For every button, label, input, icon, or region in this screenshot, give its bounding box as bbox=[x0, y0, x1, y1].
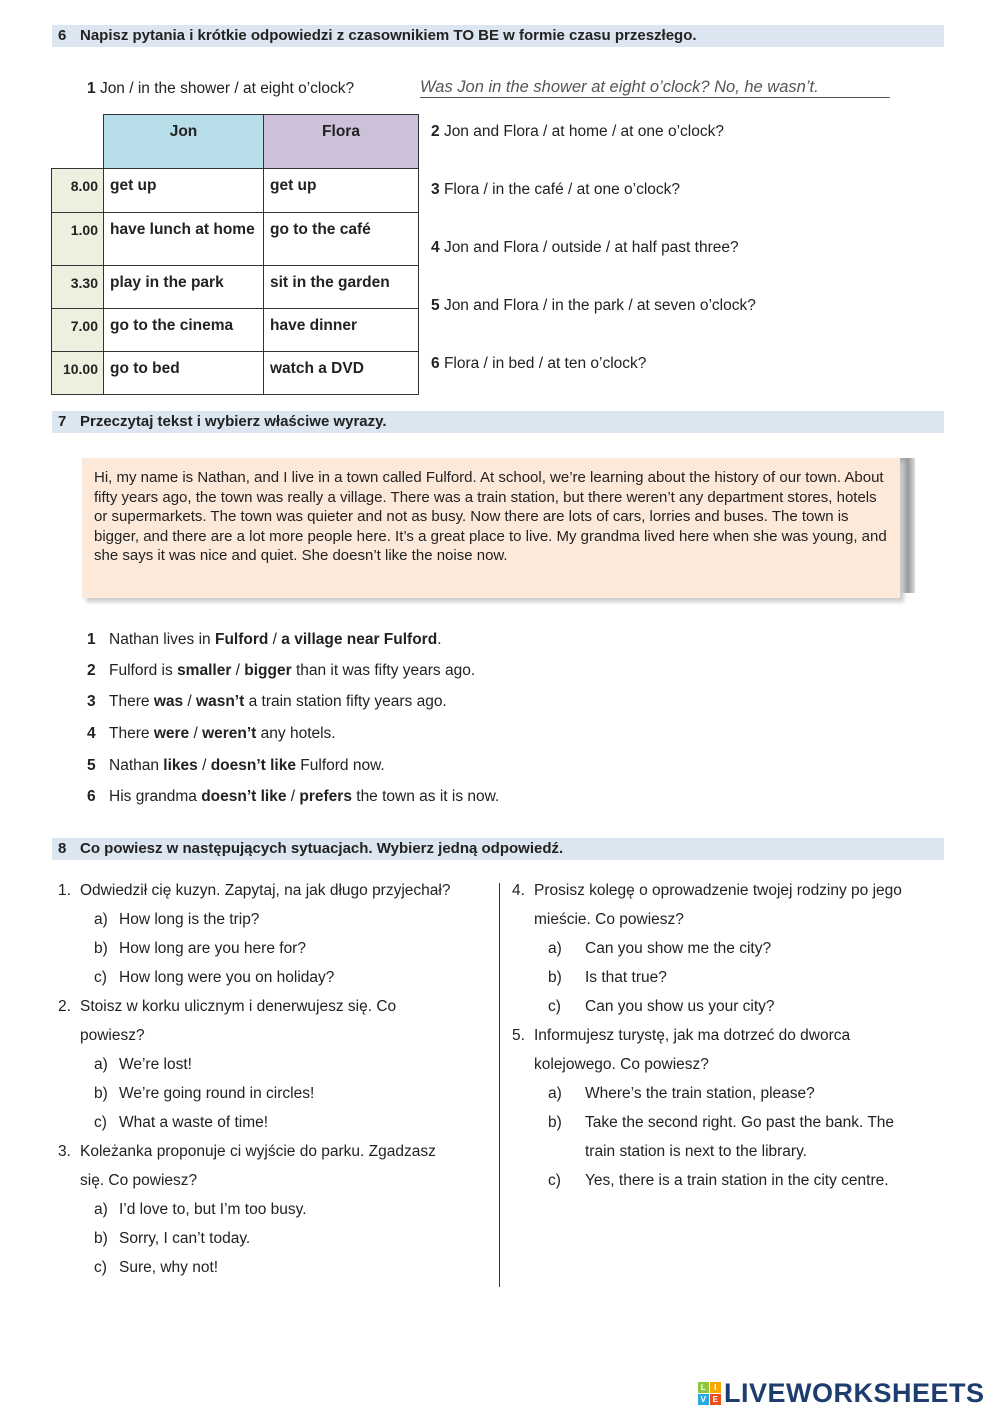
question-line bbox=[58, 882, 450, 900]
option-b[interactable]: doesn’t like bbox=[210, 757, 296, 774]
exercise-title: Napisz pytania i krótkie odpowiedzi z czasownikiem TO BE w formie czasu przeszłego. bbox=[80, 27, 697, 44]
table-row bbox=[52, 266, 419, 309]
header-jon: Jon bbox=[104, 115, 264, 169]
question-number: 4 bbox=[431, 239, 440, 256]
question-text: Odwiedził cię kuzyn. Zapytaj, na jak długo przyjechał? bbox=[80, 882, 451, 899]
option-letter: a) bbox=[94, 911, 108, 928]
item-text: Fulford now. bbox=[295, 757, 385, 774]
answer-option[interactable] bbox=[94, 1056, 192, 1074]
option-text: Can you show us your city? bbox=[585, 998, 775, 1015]
question-text: mieście. Co powiesz? bbox=[534, 911, 684, 928]
choice-item bbox=[87, 693, 447, 711]
choice-item bbox=[87, 788, 499, 806]
liveworksheets-logo bbox=[698, 1378, 985, 1409]
option-text: Can you show me the city? bbox=[585, 940, 772, 957]
option-a[interactable]: doesn’t like bbox=[201, 788, 287, 805]
question-number: 2. bbox=[58, 998, 71, 1015]
answer-option[interactable] bbox=[94, 940, 306, 958]
option-text: We’re lost! bbox=[119, 1056, 192, 1073]
exercise-title: Co powiesz w następujących sytuacjach. Wybierz jedną odpowiedź. bbox=[80, 840, 564, 857]
item-text: Nathan bbox=[109, 757, 164, 774]
flora-cell: go to the café bbox=[264, 213, 419, 266]
option-a[interactable]: likes bbox=[163, 757, 198, 774]
question-1 bbox=[87, 80, 354, 98]
item-number: 3 bbox=[87, 693, 96, 710]
table-row bbox=[52, 169, 419, 213]
table-row bbox=[52, 352, 419, 395]
question-text: Stoisz w korku ulicznym i denerwujesz się. Co bbox=[80, 998, 397, 1015]
question-number: 3 bbox=[431, 181, 440, 198]
question-number: 2 bbox=[431, 123, 440, 140]
option-text-continued: train station is next to the library. bbox=[585, 1143, 807, 1160]
answer-option[interactable] bbox=[548, 969, 667, 987]
question-line bbox=[534, 1056, 709, 1074]
choice-item bbox=[87, 757, 385, 775]
item-text: the town as it is now. bbox=[351, 788, 500, 805]
option-letter: c) bbox=[548, 998, 561, 1015]
option-b[interactable]: a village near Fulford bbox=[281, 631, 438, 648]
option-text: Take the second right. Go past the bank. The bbox=[585, 1114, 895, 1131]
answer-option[interactable] bbox=[94, 911, 259, 929]
question-text: Flora / in bed / at ten o’clock? bbox=[443, 355, 647, 372]
choice-item bbox=[87, 725, 336, 743]
item-text: Fulford is bbox=[109, 662, 178, 679]
question-text: Jon and Flora / at home / at one o’clock? bbox=[443, 123, 724, 140]
option-b[interactable]: bigger bbox=[244, 662, 292, 679]
exercise-number: 8 bbox=[58, 840, 67, 857]
question-text: kolejowego. Co powiesz? bbox=[534, 1056, 709, 1073]
table-row bbox=[52, 213, 419, 266]
option-text: I’d love to, but I’m too busy. bbox=[119, 1201, 307, 1218]
answer-option[interactable] bbox=[548, 1114, 894, 1132]
question-line bbox=[80, 1172, 197, 1190]
item-number: 4 bbox=[87, 725, 96, 742]
exercise-8-header bbox=[52, 838, 944, 860]
question-text: Koleżanka proponuje ci wyjście do parku. Zgadzasz bbox=[80, 1143, 436, 1160]
option-text: How long are you here for? bbox=[119, 940, 306, 957]
item-text: . bbox=[437, 631, 442, 648]
jon-cell: go to bed bbox=[104, 352, 264, 395]
choice-item bbox=[87, 631, 442, 649]
reading-text: Hi, my name is Nathan, and I live in a town called Fulford. At school, we’re learning about the history of our town. About fifty years ago, the town was really a village. There was a train station, but there weren’t any department stores, hotels or supermarkets. The town was quieter and not as busy. Now there are lots of cars, lorries and buses. The town is bigger, and there are a lot more people here. It’s a great place to live. My grandma lived here when she was young, and she says it was nice and quiet. She doesn’t like the noise now. bbox=[82, 458, 900, 598]
option-separator: / bbox=[197, 757, 211, 774]
item-number: 6 bbox=[87, 788, 96, 805]
option-a[interactable]: smaller bbox=[177, 662, 232, 679]
jon-cell: get up bbox=[104, 169, 264, 213]
jon-cell: have lunch at home bbox=[104, 213, 264, 266]
option-text: What a waste of time! bbox=[119, 1114, 269, 1131]
question-number: 1. bbox=[58, 882, 71, 899]
question-line bbox=[534, 911, 684, 929]
flora-cell: get up bbox=[264, 169, 419, 213]
option-letter: b) bbox=[548, 969, 562, 986]
option-a[interactable]: Fulford bbox=[214, 631, 269, 648]
option-letter: a) bbox=[548, 940, 562, 957]
logo-text: LIVEWORKSHEETS bbox=[724, 1378, 985, 1408]
question-line bbox=[512, 1027, 850, 1045]
option-letter: c) bbox=[94, 969, 107, 986]
item-number: 2 bbox=[87, 662, 96, 679]
logo-badge-icon: L I V E bbox=[698, 1382, 721, 1405]
answer-option[interactable] bbox=[548, 1172, 889, 1190]
option-b[interactable]: wasn’t bbox=[196, 693, 245, 710]
question-5 bbox=[431, 297, 756, 315]
answer-option[interactable] bbox=[548, 940, 771, 958]
question-number: 5. bbox=[512, 1027, 525, 1044]
question-text: powiesz? bbox=[80, 1027, 145, 1044]
question-text: Jon / in the shower / at eight o’clock? bbox=[99, 80, 355, 97]
choice-item bbox=[87, 662, 475, 680]
item-text: any hotels. bbox=[256, 725, 336, 742]
item-number: 5 bbox=[87, 757, 96, 774]
question-text: Jon and Flora / in the park / at seven o’clock? bbox=[443, 297, 756, 314]
question-line bbox=[58, 998, 396, 1016]
item-number: 1 bbox=[87, 631, 96, 648]
column-divider bbox=[499, 883, 500, 1287]
option-separator: / bbox=[286, 788, 300, 805]
item-text: There bbox=[109, 693, 154, 710]
question-text: Jon and Flora / outside / at half past three? bbox=[443, 239, 739, 256]
answer-option[interactable] bbox=[548, 998, 775, 1016]
option-letter: a) bbox=[94, 1201, 108, 1218]
question-number: 6 bbox=[431, 355, 440, 372]
option-a[interactable]: was bbox=[153, 693, 184, 710]
option-text: Sure, why not! bbox=[119, 1259, 219, 1276]
option-b[interactable]: prefers bbox=[299, 788, 352, 805]
option-text: Sorry, I can’t today. bbox=[119, 1230, 251, 1247]
exercise-number: 6 bbox=[58, 27, 67, 44]
question-text: Informujesz turystę, jak ma dotrzeć do dworca bbox=[534, 1027, 851, 1044]
item-text: There bbox=[109, 725, 154, 742]
question-3 bbox=[431, 181, 680, 199]
option-text: We’re going round in circles! bbox=[119, 1085, 315, 1102]
answer-option[interactable] bbox=[94, 1085, 314, 1103]
time-cell: 7.00 bbox=[52, 309, 104, 352]
option-text: How long were you on holiday? bbox=[119, 969, 335, 986]
time-cell: 10.00 bbox=[52, 352, 104, 395]
option-a[interactable]: were bbox=[153, 725, 190, 742]
flora-cell: sit in the garden bbox=[264, 266, 419, 309]
question-line bbox=[58, 1143, 436, 1161]
question-4 bbox=[431, 239, 739, 257]
answer-option[interactable] bbox=[94, 1114, 268, 1132]
question-6 bbox=[431, 355, 646, 373]
text-box-shadow bbox=[898, 458, 915, 593]
option-text: Is that true? bbox=[585, 969, 667, 986]
question-number: 1 bbox=[87, 80, 96, 97]
option-b[interactable]: weren’t bbox=[202, 725, 257, 742]
question-number: 3. bbox=[58, 1143, 71, 1160]
flora-cell: have dinner bbox=[264, 309, 419, 352]
answer-option[interactable] bbox=[94, 1201, 307, 1219]
answer-option[interactable] bbox=[94, 1259, 218, 1277]
option-letter: a) bbox=[94, 1056, 108, 1073]
question-number: 5 bbox=[431, 297, 440, 314]
answer-option[interactable] bbox=[548, 1085, 815, 1103]
option-letter: b) bbox=[548, 1114, 562, 1131]
option-text: Where’s the train station, please? bbox=[585, 1085, 815, 1102]
option-letter: b) bbox=[94, 1085, 108, 1102]
answer-field-1[interactable]: Was Jon in the shower at eight o’clock? No, he wasn’t. bbox=[420, 78, 890, 98]
answer-option[interactable] bbox=[94, 969, 334, 987]
question-number: 4. bbox=[512, 882, 525, 899]
option-letter: c) bbox=[548, 1172, 561, 1189]
option-separator: / bbox=[268, 631, 282, 648]
question-text: się. Co powiesz? bbox=[80, 1172, 198, 1189]
item-text: His grandma bbox=[109, 788, 202, 805]
question-text: Prosisz kolegę o oprowadzenie twojej rodziny po jego bbox=[534, 882, 902, 899]
time-cell: 1.00 bbox=[52, 213, 104, 266]
exercise-7-header bbox=[52, 411, 944, 433]
option-letter: b) bbox=[94, 1230, 108, 1247]
question-line bbox=[512, 882, 902, 900]
answer-option[interactable] bbox=[94, 1230, 250, 1248]
option-text: Yes, there is a train station in the city centre. bbox=[585, 1172, 889, 1189]
option-text: How long is the trip? bbox=[119, 911, 260, 928]
item-text: Nathan lives in bbox=[109, 631, 215, 648]
exercise-title: Przeczytaj tekst i wybierz właściwe wyrazy. bbox=[80, 413, 387, 430]
option-letter: b) bbox=[94, 940, 108, 957]
time-cell: 3.30 bbox=[52, 266, 104, 309]
jon-cell: go to the cinema bbox=[104, 309, 264, 352]
exercise-6-header bbox=[52, 25, 944, 47]
jon-cell: play in the park bbox=[104, 266, 264, 309]
flora-cell: watch a DVD bbox=[264, 352, 419, 395]
item-text: a train station fifty years ago. bbox=[244, 693, 447, 710]
option-letter: a) bbox=[548, 1085, 562, 1102]
question-line bbox=[80, 1027, 145, 1045]
item-text: than it was fifty years ago. bbox=[291, 662, 476, 679]
header-flora: Flora bbox=[264, 115, 419, 169]
question-2 bbox=[431, 123, 724, 141]
option-letter: c) bbox=[94, 1259, 107, 1276]
schedule-table bbox=[51, 114, 419, 395]
table-row bbox=[52, 309, 419, 352]
question-text: Flora / in the café / at one o’clock? bbox=[443, 181, 681, 198]
option-separator: / bbox=[231, 662, 245, 679]
time-cell: 8.00 bbox=[52, 169, 104, 213]
exercise-number: 7 bbox=[58, 413, 67, 430]
option-separator: / bbox=[183, 693, 197, 710]
option-separator: / bbox=[189, 725, 203, 742]
option-letter: c) bbox=[94, 1114, 107, 1131]
